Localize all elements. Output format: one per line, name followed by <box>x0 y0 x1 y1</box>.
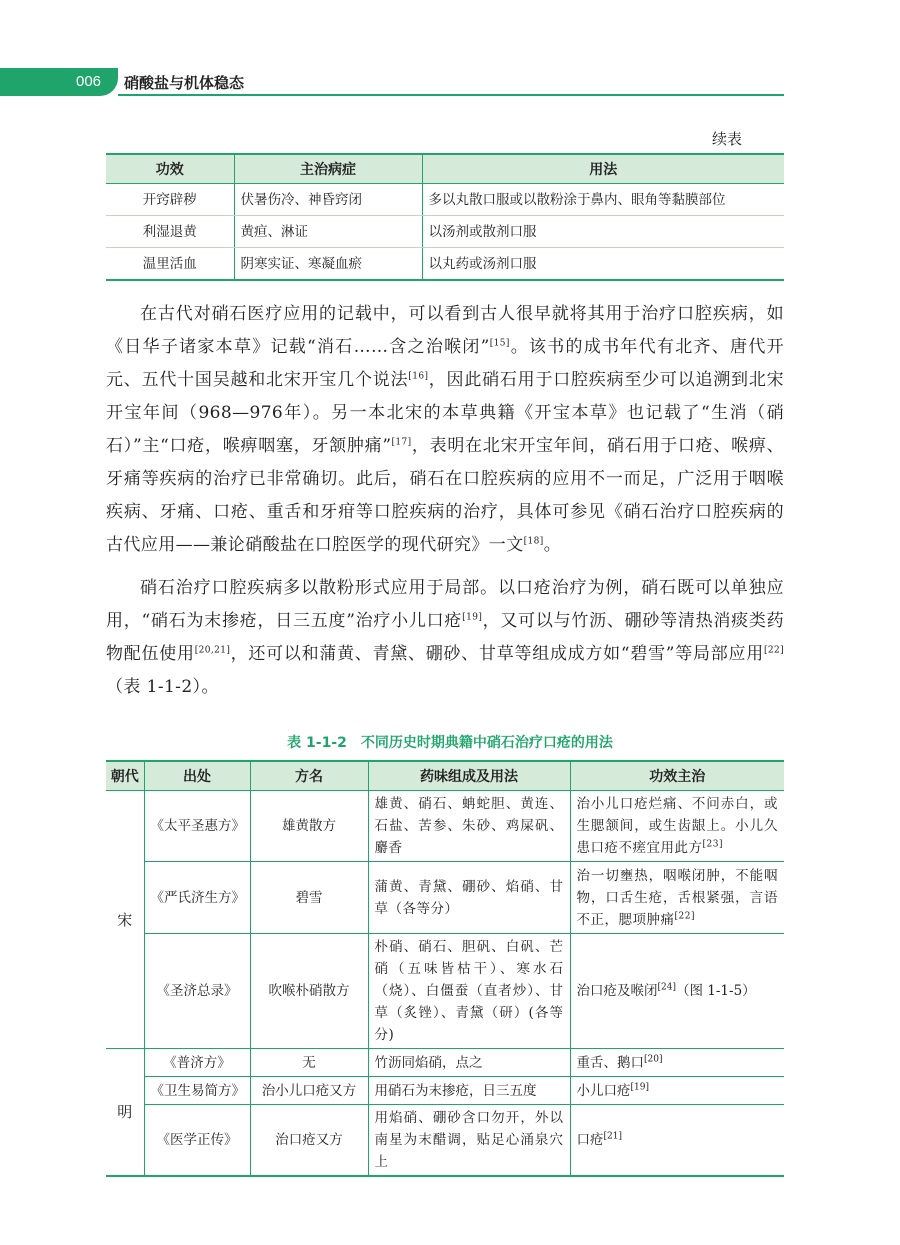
table-row <box>106 1105 784 1177</box>
table-header-row <box>106 761 784 791</box>
citation: [15] <box>489 338 510 349</box>
continued-label: 续表 <box>712 130 743 148</box>
table-cell: 以汤剂或散剂口服 <box>422 216 784 248</box>
usage-table <box>106 760 784 1177</box>
source-cell: 《严氏济生方》 <box>144 862 250 934</box>
table-row <box>106 1077 784 1105</box>
citation: [24] <box>657 982 676 993</box>
table-row <box>106 216 784 248</box>
dynasty-cell: 明 <box>106 1049 144 1177</box>
table-row <box>106 248 784 281</box>
table-row <box>106 184 784 216</box>
column-header: 出处 <box>144 761 250 791</box>
header-rule <box>118 94 784 96</box>
effect-cell <box>570 1049 784 1077</box>
formula-name-cell: 吹喉朴硝散方 <box>250 934 368 1049</box>
page-number: 006 <box>76 73 102 90</box>
efficacy-table <box>106 153 784 281</box>
effect-cell <box>570 791 784 862</box>
source-cell: 《太平圣惠方》 <box>144 791 250 862</box>
citation: [17] <box>391 437 412 448</box>
formula-name-cell: 治口疮又方 <box>250 1105 368 1177</box>
ingredients-cell: 朴硝、硝石、胆矾、白矾、芒硝（五味皆枯干）、寒水石（烧）、白僵蚕（直者炒）、甘草（炙锉）、青黛（研）(各等分) <box>368 934 570 1049</box>
text-span: ，还可以和蒲黄、青黛、硼砂、甘草等组成成方如“碧雪”等局部应用 <box>230 644 764 664</box>
column-header: 主治病症 <box>234 154 422 184</box>
ingredients-cell: 用硝石为末掺疮，日三五度 <box>368 1077 570 1105</box>
citation: [20,21] <box>194 645 231 656</box>
citation: [22] <box>674 911 695 921</box>
text-span: 。该书的成书年代有北齐、唐代开元、五代十国吴越和北宋开宝几个说法 <box>106 337 784 390</box>
effect-cell <box>570 1077 784 1105</box>
source-cell: 《普济方》 <box>144 1049 250 1077</box>
column-header: 药味组成及用法 <box>368 761 570 791</box>
column-header: 功效主治 <box>570 761 784 791</box>
source-cell: 《圣济总录》 <box>144 934 250 1049</box>
table-cell: 利湿退黄 <box>106 216 234 248</box>
table-cell: 黄疸、淋证 <box>234 216 422 248</box>
effect-text: 重舌、鹅口 <box>576 1054 644 1071</box>
book-title: 硝酸盐与机体稳态 <box>124 74 245 92</box>
text-span: 在古代对硝石医疗应用的记载中，可以看到古人很早就将其用于治疗口腔疾病，如《日华子诸家本草》记载“消石……含之治喉闭” <box>106 304 784 357</box>
body-paragraph <box>106 572 784 704</box>
formula-name-cell: 无 <box>250 1049 368 1077</box>
table-cell: 多以丸散口服或以散粉涂于鼻内、眼角等黏膜部位 <box>422 184 784 216</box>
table-cell: 温里活血 <box>106 248 234 281</box>
effect-text: 治一切壅热，咽喉闭肿，不能咽物，口舌生疮，舌根紧强，言语不正，腮项肿痛 <box>576 867 778 928</box>
formula-name-cell: 治小儿口疮又方 <box>250 1077 368 1105</box>
ingredients-cell: 用焰硝、硼砂含口勿开，外以南星为末醋调，贴足心涌泉穴上 <box>368 1105 570 1177</box>
effect-cell <box>570 862 784 934</box>
table-row <box>106 791 784 862</box>
citation: [21] <box>603 1131 622 1142</box>
table-row <box>106 934 784 1049</box>
citation: [18] <box>523 536 544 547</box>
citation: [19] <box>462 612 483 623</box>
text-span: 硝石治疗口腔疾病多以散粉形式应用于局部。以口疮治疗为例，硝石既可以单独应用，“硝石为末掺疮，日三五度”治疗小儿口疮 <box>106 578 784 631</box>
text-span: （表 1-1-2）。 <box>106 677 219 697</box>
citation: [16] <box>408 371 429 382</box>
table-caption: 表 1-1-2 不同历史时期典籍中硝石治疗口疮的用法 <box>287 735 613 751</box>
column-header: 功效 <box>106 154 234 184</box>
effect-cell <box>570 934 784 1049</box>
source-cell: 《卫生易简方》 <box>144 1077 250 1105</box>
effect-text: 治小儿口疮烂痛、不问赤白，或生腮颔间，或生齿龈上。小儿久患口疮不瘥宜用此方 <box>576 796 778 856</box>
ingredients-cell: 蒲黄、青黛、硼砂、焰硝、甘草（各等分） <box>368 862 570 934</box>
column-header: 用法 <box>422 154 784 184</box>
citation: [20] <box>644 1054 663 1064</box>
column-header: 朝代 <box>106 761 144 791</box>
formula-name-cell: 碧雪 <box>250 862 368 934</box>
text-span: 。 <box>543 535 562 555</box>
formula-name-cell: 雄黄散方 <box>250 791 368 862</box>
citation: [23] <box>702 839 723 850</box>
source-cell: 《医学正传》 <box>144 1105 250 1177</box>
citation: [22] <box>763 645 785 656</box>
table-cell: 阴寒实证、寒凝血瘀 <box>234 248 422 281</box>
effect-text: 治口疮及喉闭 <box>576 983 658 999</box>
effect-text: 口疮 <box>576 1132 604 1148</box>
table-row <box>106 1049 784 1077</box>
text-span: ，又可以与竹沥、硼砂等清热消痰类药物配伍使用 <box>106 611 784 664</box>
citation: [19] <box>630 1082 649 1092</box>
table-cell: 开窍辟秽 <box>106 184 234 216</box>
text-span: ，表明在北宋开宝年间，硝石用于口疮、喉痹、牙痛等疾病的治疗已非常确切。此后，硝石在口腔疾病的应用不一而足，广泛用于咽喉疾病、牙痛、口疮、重舌和牙疳等口腔疾病的治疗，具体可参见《硝石治疗口腔疾病的古代应用——兼论硝酸盐在口腔医学的现代研究》一文 <box>106 436 784 555</box>
table-cell: 伏暑伤冷、神昏窍闭 <box>234 184 422 216</box>
ingredients-cell: 雄黄、硝石、蚺蛇胆、黄连、石盐、苦参、朱砂、鸡屎矾、麝香 <box>368 791 570 862</box>
ingredients-cell: 竹沥同焰硝，点之 <box>368 1049 570 1077</box>
text-span: ，因此硝石用于口腔疾病至少可以追溯到北宋开宝年间（968—976年）。另一本北宋的本草典籍《开宝本草》也记载了“生消（硝石）”主“口疮，喉痹咽塞，牙颔肿痛” <box>106 370 785 456</box>
dynasty-cell: 宋 <box>106 791 144 1049</box>
table-row <box>106 862 784 934</box>
figure-reference: （图 1-1-5） <box>675 983 756 999</box>
body-paragraph <box>106 298 784 562</box>
table-cell: 以丸药或汤剂口服 <box>422 248 784 281</box>
effect-cell <box>570 1105 784 1177</box>
column-header: 方名 <box>250 761 368 791</box>
table-header-row <box>106 154 784 184</box>
effect-text: 小儿口疮 <box>576 1082 631 1099</box>
